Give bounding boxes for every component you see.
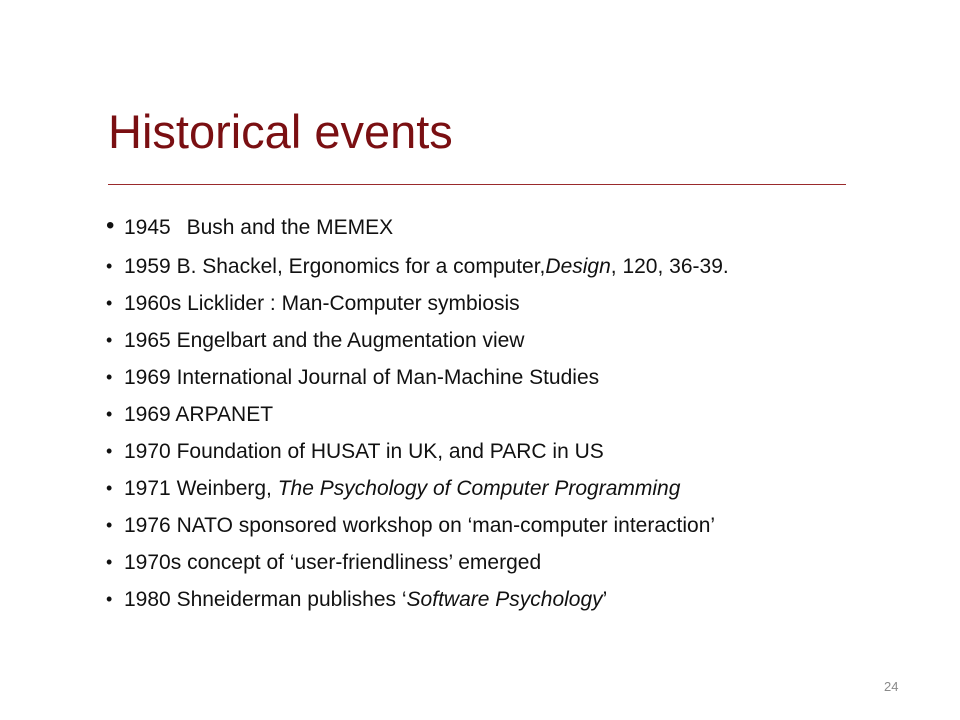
event-year: 1980 [124, 588, 171, 611]
event-item-1959 [106, 248, 729, 285]
event-item-1965 [106, 322, 729, 359]
event-item-1970s [106, 544, 729, 581]
event-text: NATO sponsored workshop on ‘man-computer interaction’ [176, 514, 716, 537]
event-year: 1976 [124, 514, 171, 537]
event-text-italic: Software Psychology [406, 588, 603, 611]
bullet-icon: • [106, 441, 113, 461]
event-text: B. Shackel, Ergonomics for a computer, [176, 255, 546, 278]
event-text: concept of ‘user-friendliness’ emerged [187, 551, 542, 574]
event-year: 1959 [124, 255, 171, 278]
title-divider [108, 184, 846, 185]
bullet-icon: • [106, 330, 113, 350]
event-item-1960s [106, 285, 729, 322]
event-text: Weinberg, [176, 477, 278, 500]
bullet-icon: • [106, 404, 113, 424]
event-text: ARPANET [175, 403, 274, 426]
event-item-1971 [106, 470, 729, 507]
event-text-after: ’ [602, 588, 608, 611]
event-year: 1960s [124, 292, 182, 315]
event-text-after: , 120, 36-39. [610, 255, 729, 278]
event-item-1945 [106, 208, 729, 248]
bullet-icon: • [106, 552, 113, 572]
event-year: 1945 [124, 216, 171, 239]
event-text-italic: Design [545, 255, 611, 278]
event-year: 1970 [124, 440, 171, 463]
bullet-icon: • [106, 589, 113, 609]
event-text: Engelbart and the Augmentation view [176, 329, 525, 352]
events-list [106, 208, 729, 618]
event-item-1969-journal [106, 359, 729, 396]
event-text: Licklider : Man-Computer symbiosis [187, 292, 520, 315]
event-item-1976 [106, 507, 729, 544]
bullet-icon: • [106, 515, 113, 535]
bullet-icon: • [106, 256, 113, 276]
event-year: 1969 [124, 403, 171, 426]
bullet-icon: • [106, 478, 113, 498]
event-text: International Journal of Man-Machine Studies [176, 366, 600, 389]
event-text: Foundation of HUSAT in UK, and PARC in US [176, 440, 604, 463]
page-number: 24 [884, 679, 899, 694]
bullet-icon: • [106, 367, 113, 387]
event-year: 1969 [124, 366, 171, 389]
event-text: Bush and the MEMEX [186, 216, 394, 239]
event-item-1980 [106, 581, 729, 618]
event-item-1969-arpanet [106, 396, 729, 433]
bullet-icon: • [106, 212, 115, 239]
event-year: 1970s [124, 551, 182, 574]
event-year: 1971 [124, 477, 171, 500]
slide-title: Historical events [108, 105, 453, 158]
event-item-1970 [106, 433, 729, 470]
bullet-icon: • [106, 293, 113, 313]
event-year: 1965 [124, 329, 171, 352]
event-text-italic: The Psychology of Computer Programming [277, 477, 681, 500]
event-text: Shneiderman publishes ‘ [176, 588, 407, 611]
